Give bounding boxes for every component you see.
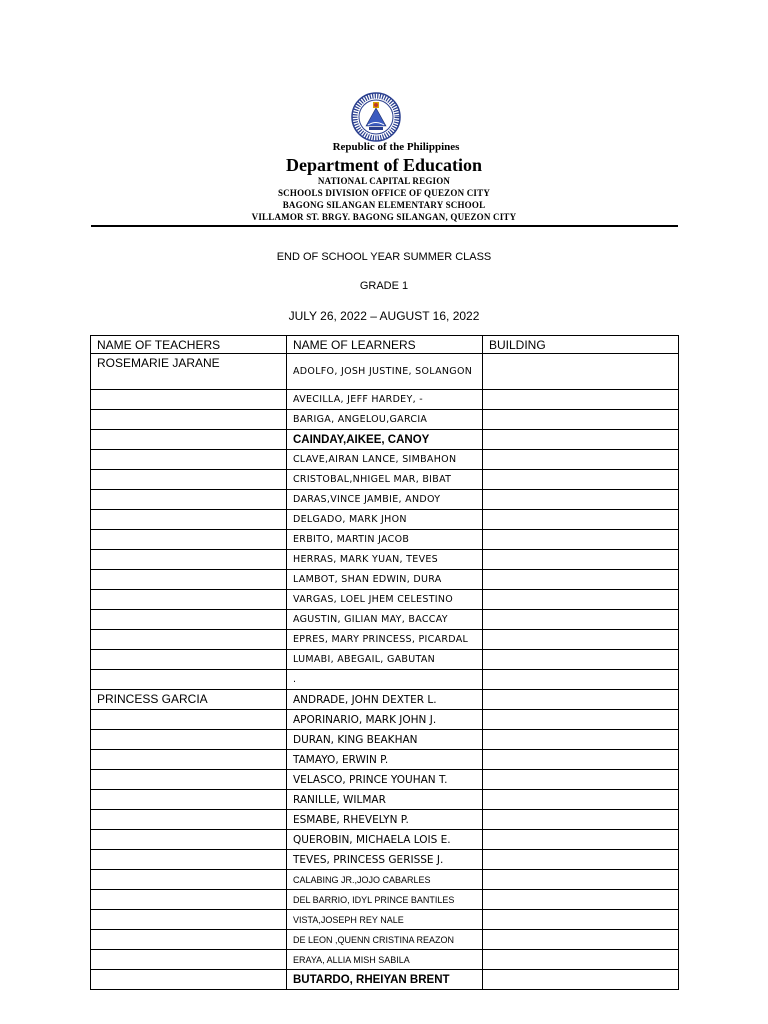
building-cell [483, 390, 679, 410]
learner-cell: LAMBOT, SHAN EDWIN, DURA [287, 570, 483, 590]
column-header-learners: NAME OF LEARNERS [287, 336, 483, 354]
table-row [91, 390, 679, 410]
class-roster-table [90, 335, 679, 990]
table-row [91, 670, 679, 690]
teacher-cell [91, 490, 287, 510]
table-row [91, 550, 679, 570]
learner-cell: CLAVE,AIRAN LANCE, SIMBAHON [287, 450, 483, 470]
table-row [91, 630, 679, 650]
teacher-cell [91, 670, 287, 690]
learner-cell: AVECILLA, JEFF HARDEY, - [287, 390, 483, 410]
building-cell [483, 950, 679, 970]
school-heading: BAGONG SILANGAN ELEMENTARY SCHOOL [282, 200, 486, 210]
learner-cell: HERRAS, MARK YUAN, TEVES [287, 550, 483, 570]
learner-cell: AGUSTIN, GILIAN MAY, BACCAY [287, 610, 483, 630]
table-row [91, 710, 679, 730]
learner-cell: DURAN, KING BEAKHAN [287, 730, 483, 750]
teacher-cell: PRINCESS GARCIA [91, 690, 287, 710]
learner-cell: APORINARIO, MARK JOHN J. [287, 710, 483, 730]
building-cell [483, 770, 679, 790]
teacher-cell [91, 530, 287, 550]
table-row [91, 610, 679, 630]
table-row [91, 650, 679, 670]
table-row [91, 790, 679, 810]
building-cell [483, 830, 679, 850]
division-heading: SCHOOLS DIVISION OFFICE OF QUEZON CITY [277, 188, 491, 198]
teacher-cell [91, 630, 287, 650]
table-row [91, 830, 679, 850]
document-title: END OF SCHOOL YEAR SUMMER CLASS [276, 251, 492, 263]
table-row [91, 510, 679, 530]
header-divider [91, 225, 678, 227]
building-cell [483, 850, 679, 870]
learner-cell: CRISTOBAL,NHIGEL MAR, BIBAT [287, 470, 483, 490]
building-cell [483, 530, 679, 550]
teacher-cell [91, 510, 287, 530]
learner-cell: TEVES, PRINCESS GERISSE J. [287, 850, 483, 870]
teacher-cell [91, 950, 287, 970]
teacher-cell [91, 410, 287, 430]
learner-cell: CALABING JR.,JOJO CABARLES [287, 870, 483, 890]
republic-heading: Republic of the Philippines [332, 141, 460, 153]
department-heading: Department of Education [286, 155, 482, 175]
learner-cell: ERBITO, MARTIN JACOB [287, 530, 483, 550]
building-cell [483, 910, 679, 930]
building-cell [483, 970, 679, 990]
learner-cell: BUTARDO, RHEIYAN BRENT [287, 970, 483, 990]
building-cell [483, 450, 679, 470]
column-header-building: BUILDING [483, 336, 679, 354]
table-header-row [91, 336, 679, 354]
table-row [91, 570, 679, 590]
table-row [91, 750, 679, 770]
column-header-teachers: NAME OF TEACHERS [91, 336, 287, 354]
building-cell [483, 670, 679, 690]
learner-cell: DELGADO, MARK JHON [287, 510, 483, 530]
teacher-cell [91, 650, 287, 670]
learner-cell: VISTA,JOSEPH REY NALE [287, 910, 483, 930]
table-row [91, 410, 679, 430]
teacher-cell [91, 750, 287, 770]
teacher-cell [91, 790, 287, 810]
teacher-cell [91, 870, 287, 890]
learner-cell: DARAS,VINCE JAMBIE, ANDOY [287, 490, 483, 510]
learner-cell: . [287, 670, 483, 690]
table-row [91, 850, 679, 870]
table-row [91, 690, 679, 710]
teacher-cell [91, 430, 287, 450]
table-row [91, 930, 679, 950]
teacher-cell [91, 730, 287, 750]
table-row [91, 910, 679, 930]
teacher-cell [91, 930, 287, 950]
building-cell [483, 730, 679, 750]
building-cell [483, 570, 679, 590]
teacher-cell [91, 570, 287, 590]
table-row [91, 490, 679, 510]
building-cell [483, 550, 679, 570]
table-row [91, 950, 679, 970]
teacher-cell [91, 770, 287, 790]
grade-label: GRADE 1 [359, 280, 409, 292]
learner-cell: CAINDAY,AIKEE, CANOY [287, 430, 483, 450]
teacher-cell [91, 590, 287, 610]
building-cell [483, 790, 679, 810]
building-cell [483, 630, 679, 650]
building-cell [483, 710, 679, 730]
table-row [91, 470, 679, 490]
learner-cell: EPRES, MARY PRINCESS, PICARDAL [287, 630, 483, 650]
table-row [91, 890, 679, 910]
teacher-cell [91, 890, 287, 910]
table-row [91, 430, 679, 450]
table-row [91, 810, 679, 830]
building-cell [483, 490, 679, 510]
building-cell [483, 610, 679, 630]
building-cell [483, 430, 679, 450]
teacher-cell [91, 550, 287, 570]
teacher-cell [91, 910, 287, 930]
learner-cell: ESMABE, RHEVELYN P. [287, 810, 483, 830]
learner-cell: BARIGA, ANGELOU,GARCIA [287, 410, 483, 430]
learner-cell: LUMABI, ABEGAIL, GABUTAN [287, 650, 483, 670]
table-row [91, 870, 679, 890]
table-row [91, 354, 679, 390]
learner-cell: RANILLE, WILMAR [287, 790, 483, 810]
building-cell [483, 870, 679, 890]
address-heading: VILLAMOR ST. BRGY. BAGONG SILANGAN, QUEZON CITY [251, 212, 517, 222]
teacher-cell [91, 830, 287, 850]
deped-seal-logo [344, 92, 408, 142]
building-cell [483, 650, 679, 670]
building-cell [483, 890, 679, 910]
teacher-cell [91, 470, 287, 490]
teacher-cell: ROSEMARIE JARANE [91, 354, 287, 390]
table-row [91, 770, 679, 790]
building-cell [483, 410, 679, 430]
teacher-cell [91, 390, 287, 410]
table-row [91, 730, 679, 750]
date-range: JULY 26, 2022 – AUGUST 16, 2022 [288, 309, 480, 323]
teacher-cell [91, 970, 287, 990]
teacher-cell [91, 810, 287, 830]
learner-cell: DE LEON ,QUENN CRISTINA REAZON [287, 930, 483, 950]
learner-cell: ANDRADE, JOHN DEXTER L. [287, 690, 483, 710]
building-cell [483, 510, 679, 530]
region-heading: NATIONAL CAPITAL REGION [317, 176, 451, 186]
teacher-cell [91, 850, 287, 870]
building-cell [483, 590, 679, 610]
learner-cell: QUEROBIN, MICHAELA LOIS E. [287, 830, 483, 850]
table-row [91, 590, 679, 610]
learner-cell: TAMAYO, ERWIN P. [287, 750, 483, 770]
table-row [91, 450, 679, 470]
building-cell [483, 690, 679, 710]
building-cell [483, 470, 679, 490]
building-cell [483, 750, 679, 770]
building-cell [483, 810, 679, 830]
learner-cell: VARGAS, LOEL JHEM CELESTINO [287, 590, 483, 610]
learner-cell: VELASCO, PRINCE YOUHAN T. [287, 770, 483, 790]
table-row [91, 970, 679, 990]
building-cell [483, 930, 679, 950]
building-cell [483, 354, 679, 390]
teacher-cell [91, 610, 287, 630]
learner-cell: DEL BARRIO, IDYL PRINCE BANTILES [287, 890, 483, 910]
roster-body [91, 354, 679, 990]
table-row [91, 530, 679, 550]
learner-cell: ADOLFO, JOSH JUSTINE, SOLANGON [287, 354, 483, 390]
teacher-cell [91, 710, 287, 730]
learner-cell: ERAYA, ALLIA MISH SABILA [287, 950, 483, 970]
teacher-cell [91, 450, 287, 470]
